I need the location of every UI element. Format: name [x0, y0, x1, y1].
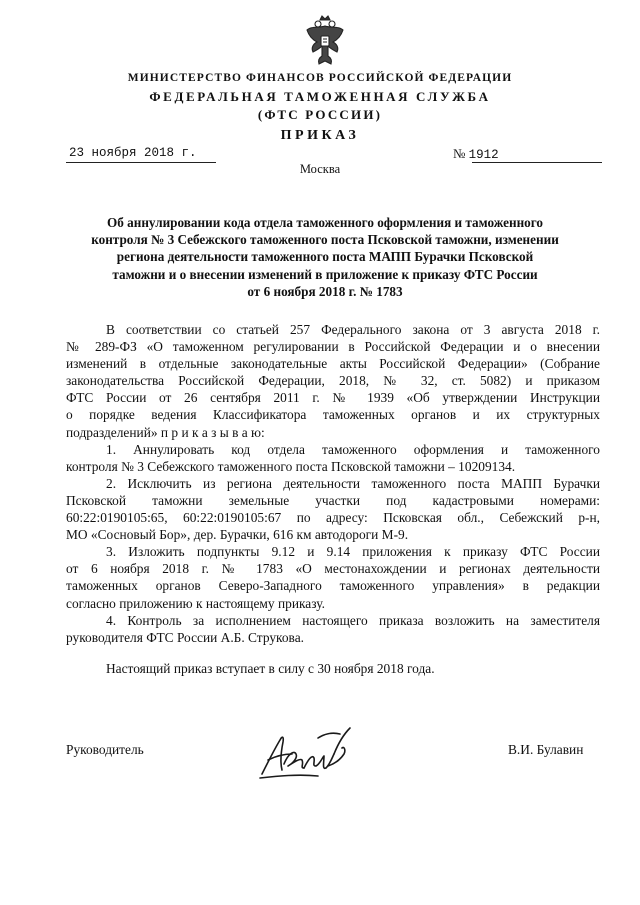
body-line: МО «Сосновый Бор», дер. Бурачки, 616 км автодороги М-9.: [66, 527, 409, 543]
body-line: Псковской таможни земельные участки под кадастровыми номерами:: [66, 492, 600, 508]
body-line: контроля № 3 Себежского таможенного поста Псковской таможни – 10209134.: [66, 458, 516, 474]
body-line: руководителя ФТС России А.Б. Струкова.: [66, 629, 304, 645]
paragraph-gap: [66, 646, 600, 660]
number-value: 1912: [468, 148, 499, 162]
order-date: 23 ноября 2018 г.: [69, 146, 197, 160]
body-line: № 289-ФЗ «О таможенном регулировании в Российской Федерации и о внесении: [66, 339, 600, 355]
title-line: региона деятельности таможенного поста МАПП Бурачки Псковской: [116, 249, 534, 265]
document-type: ПРИКАЗ: [280, 128, 360, 143]
body-line: таможенных органов Северо-Западного таможенного управления» в редакции: [66, 578, 600, 594]
body-line: 3. Изложить подпункты 9.12 и 9.14 приложения к приказу ФТС России: [106, 544, 600, 560]
city: Москва: [299, 162, 341, 176]
body-line: законодательства Российской Федерации, 2018, № 32, ст. 5082) и приказом: [66, 373, 600, 389]
body-line: согласно приложению к настоящему приказу.: [66, 595, 325, 611]
item-1: [66, 441, 600, 475]
effective-date-line: Настоящий приказ вступает в силу с 30 ноября 2018 года.: [106, 660, 435, 676]
body-line: 1. Аннулировать код отдела таможенного оформления и таможенного: [106, 441, 600, 457]
coat-of-arms-icon: [305, 14, 345, 68]
ministry-name: МИНИСТЕРСТВО ФИНАНСОВ РОССИЙСКОЙ ФЕДЕРАЦИИ: [127, 72, 513, 84]
service-short-name: (ФТС РОССИИ): [257, 107, 383, 122]
body-line: ФТС России от 26 сентября 2011 г. № 1939 «Об утверждении Инструкции: [66, 390, 600, 406]
service-name: ФЕДЕРАЛЬНАЯ ТАМОЖЕННАЯ СЛУЖБА: [149, 89, 491, 104]
body-line: подразделений» п р и к а з ы в а ю:: [66, 424, 265, 440]
body-line: В соответствии со статьей 257 Федерального закона от 3 августа 2018 г.: [106, 322, 600, 337]
signer-name: В.И. Булавин: [508, 742, 584, 757]
body-line: 4. Контроль за исполнением настоящего приказа возложить на заместителя: [106, 612, 600, 628]
body-line: 2. Исключить из региона деятельности таможенного поста МАПП Бурачки: [106, 475, 600, 491]
body-line: 60:22:0190105:65, 60:22:0190105:67 по адресу: Псковская обл., Себежский р-н,: [66, 510, 600, 526]
signer-position: Руководитель: [66, 742, 144, 757]
order-title: [60, 214, 590, 300]
title-line: от 6 ноября 2018 г. № 1783: [247, 283, 403, 299]
item-2: [66, 475, 600, 543]
preamble-paragraph: [66, 321, 600, 441]
item-3: [66, 543, 600, 611]
title-line: Об аннулировании кода отдела таможенного оформления и таможенного: [106, 215, 544, 230]
number-prefix: №: [453, 146, 466, 161]
order-number: [453, 146, 499, 162]
body-line: от 6 ноября 2018 г. № 1783 «О местонахождении и регионах деятельности: [66, 561, 600, 577]
body-line: о порядке ведения Классификатора таможенных органов и их структурных: [66, 407, 600, 423]
item-4: [66, 612, 600, 646]
body-line: изменений в отдельные законодательные акты Российской Федерации» (Собрание: [66, 356, 600, 372]
order-body: [66, 321, 600, 677]
title-line: таможни и о внесении изменений в приложение к приказу ФТС России: [112, 266, 538, 282]
handwritten-signature: [258, 724, 360, 784]
title-line: контроля № 3 Себежского таможенного поста Псковской таможни, изменении: [91, 232, 559, 248]
